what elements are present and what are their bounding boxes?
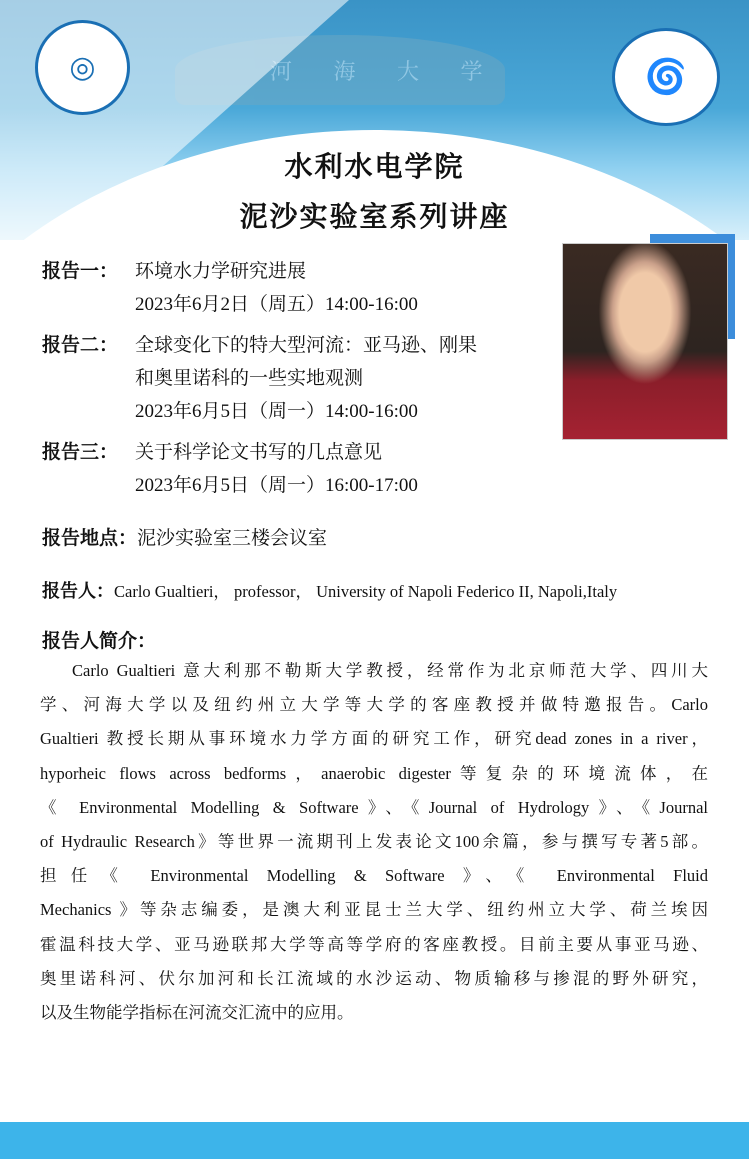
stone-text: 河 海 大 学: [270, 59, 501, 84]
bio-line: Carlo Gualtieri 意大利那不勒斯大学教授，经常作为北京师范大学、四川大: [72, 661, 708, 680]
report-3-title: 关于科学论文书写的几点意见: [135, 442, 383, 463]
bio-line: 奥里诺科河、伏尔加河和长江流域的水沙运动、物质输移与掺混的野外研究，: [40, 968, 708, 988]
bio-line: 学、河海大学以及纽约州立大学等大学的客座教授并做特邀报告。Carlo: [40, 695, 708, 715]
speaker-photo: [562, 243, 728, 440]
title-line-1: 水利水电学院: [284, 152, 465, 183]
report-2-label: 报告二：: [42, 335, 119, 356]
report-1-title: 环境水力学研究进展: [135, 261, 307, 282]
title-line-2: 泥沙实验室系列讲座: [239, 202, 510, 233]
speaker-label: 报告人：: [42, 581, 114, 601]
report-1-label: 报告一：: [42, 261, 119, 282]
report-1-time: 2023年6月2日（周五）14:00-16:00: [135, 294, 418, 315]
report-3-time: 2023年6月5日（周一）16:00-17:00: [135, 475, 418, 496]
location-label: 报告地点：: [42, 528, 138, 549]
report-2-title-cont: 和奥里诺科的一些实地观测: [135, 368, 364, 389]
bio-heading: 报告人简介：: [42, 631, 157, 652]
footer-bar: [0, 1122, 749, 1159]
location: [42, 523, 327, 550]
bio-line: 《 Environmental Modelling & Software》、《Journal of Hydrology》、《Journal: [40, 797, 708, 817]
bio-line: Gualtieri 教授长期从事环境水力学方面的研究工作，研究dead zones in a river，: [40, 729, 708, 749]
bio-line: Mechanics 》等杂志编委，是澳大利亚昆士兰大学、纽约州立大学、荷兰埃因: [40, 900, 708, 920]
speaker: [42, 577, 617, 603]
college-logo: 🌀: [612, 28, 720, 126]
bio-line: 以及生物能学指标在河流交汇流中的应用。: [40, 1003, 354, 1022]
report-3-label: 报告三：: [42, 442, 119, 463]
speaker-value: Carlo Gualtieri， professor， University of Napoli Federico II, Napoli,Italy: [114, 582, 618, 601]
bio-line: 霍温科技大学、亚马逊联邦大学等高等学府的客座教授。目前主要从事亚马逊、: [40, 934, 708, 954]
report-2-title: 全球变化下的特大型河流：亚马逊、刚果: [135, 335, 478, 356]
report-2-time: 2023年6月5日（周一）14:00-16:00: [135, 401, 418, 422]
location-value: 泥沙实验室三楼会议室: [137, 528, 328, 549]
bio-line: of Hydraulic Research》等世界一流期刊上发表论文100余篇，参与撰写专著5部。: [40, 832, 708, 851]
bio-line: hyporheic flows across bedforms，anaerobic digester等复杂的环境流体，在: [40, 763, 708, 783]
bio-line: 担任《 Environmental Modelling & Software 》、《 Environmental Fluid: [40, 866, 708, 886]
hohai-university-logo: ◎: [35, 20, 130, 115]
